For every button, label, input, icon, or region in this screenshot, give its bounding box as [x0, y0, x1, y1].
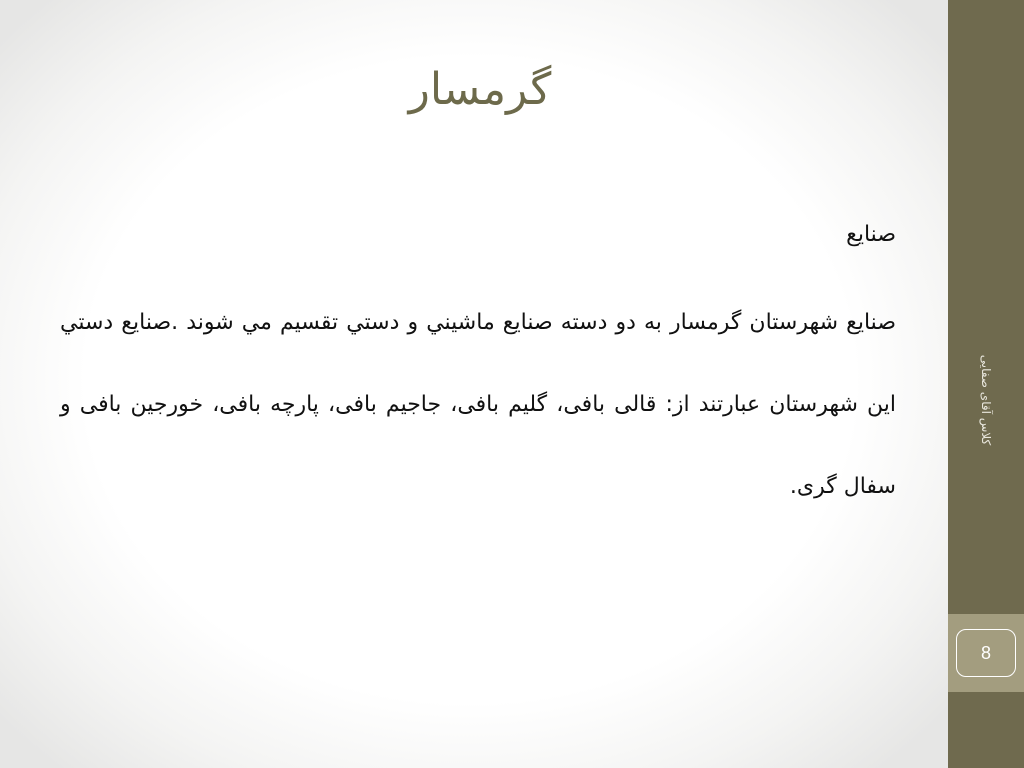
footer-text: کلاس آقای صفایی	[979, 354, 993, 446]
page-number: 8	[956, 629, 1016, 677]
slide-content	[60, 210, 896, 528]
slide-sidebar	[948, 0, 1024, 768]
body-paragraph: صنايع شهرستان گرمسار به دو دسته صنايع ماشيني و دستي تقسيم مي شوند .صنايع دستي اين شهرستان عبارتند از: قالی بافی، گلیم بافی، جاجیم بافی، پارچه بافی، خورجین بافی و سفال گری.	[60, 310, 896, 499]
section-heading: صنایع	[846, 222, 896, 247]
slide-title: گرمسار	[408, 64, 552, 115]
page-number-panel	[948, 614, 1024, 692]
